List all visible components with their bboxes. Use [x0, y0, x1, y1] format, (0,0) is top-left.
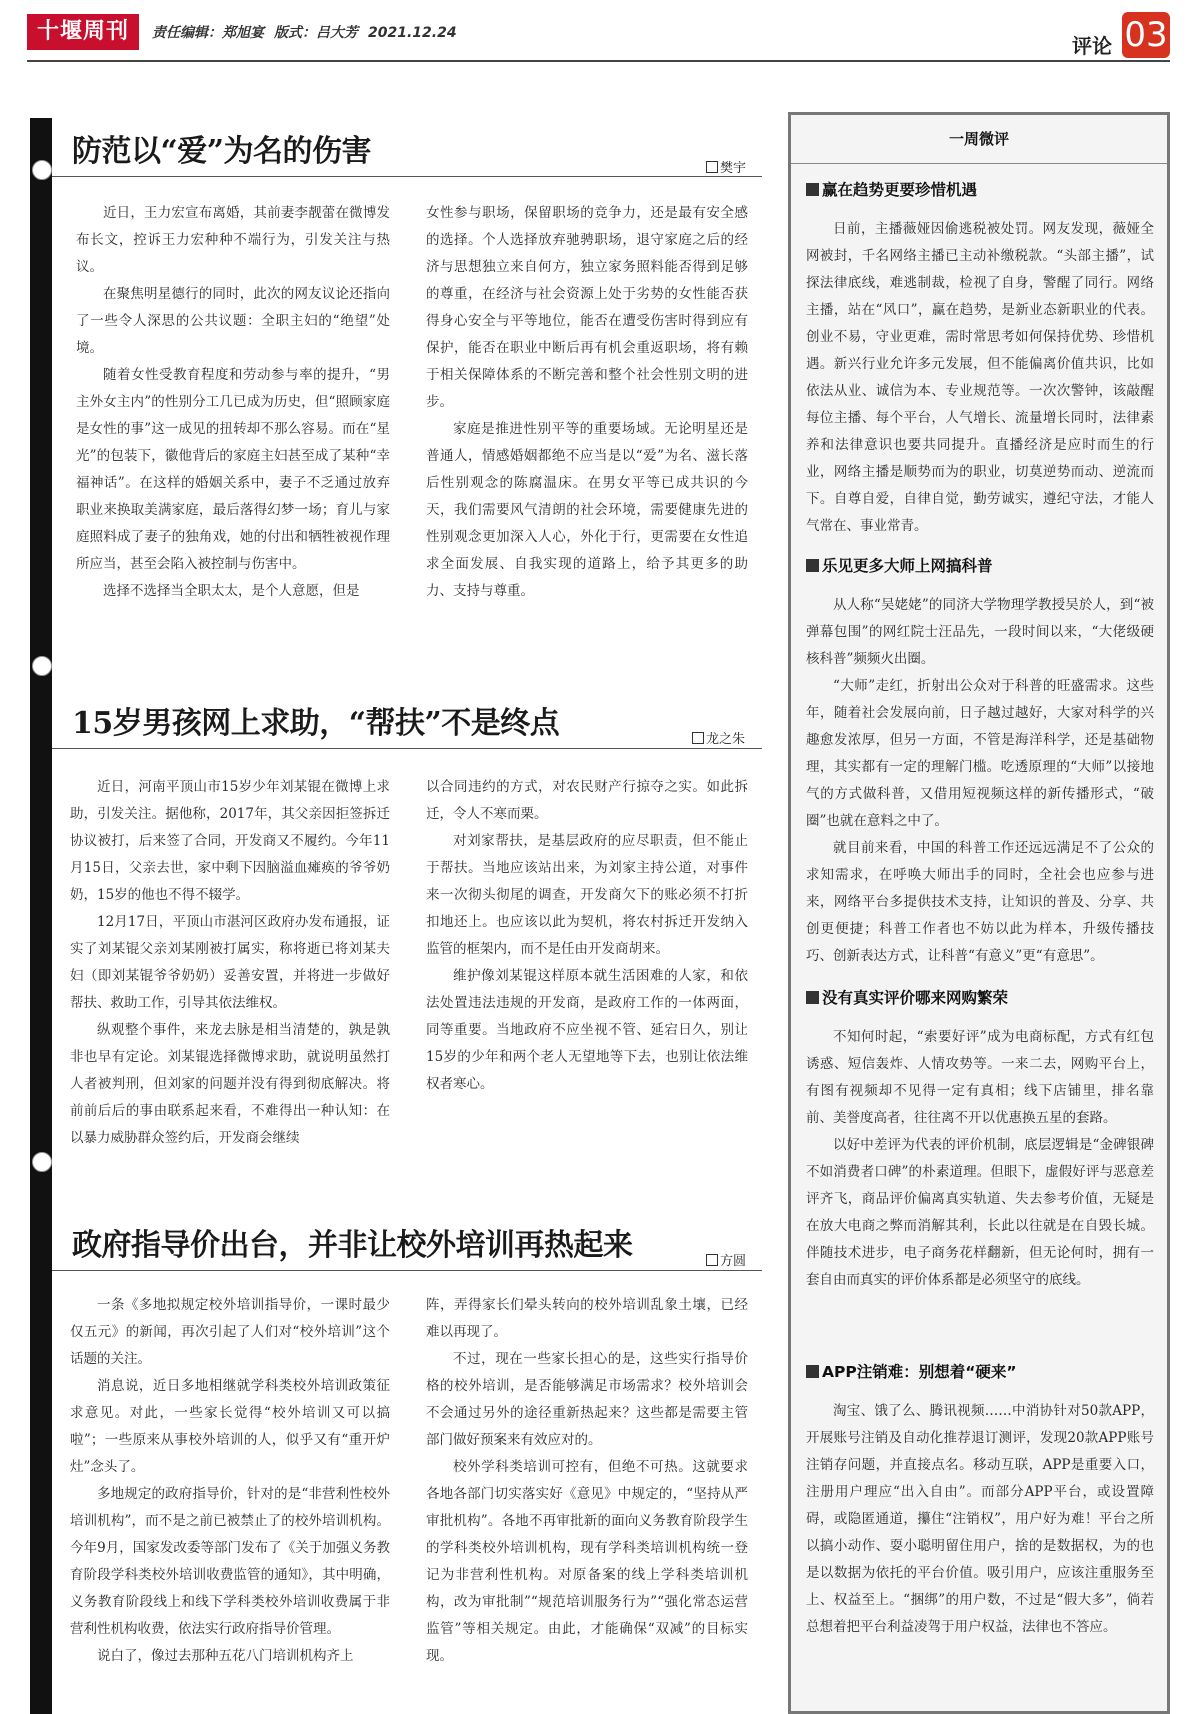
paragraph: 多地规定的政府指导价，针对的是“非营利性校外培训机构”，而不是之前已被禁止了的校外培训机构。今年9月，国家发改委等部门发布了《关于加强义务教育阶段学科类校外培训收费监管的通知》，其中明确，义务教育阶段线上和线下学科类校外培训收费属于非营利性机构收费，依法实行政府指导价管理。 [70, 1486, 390, 1637]
article-title: 15岁男孩网上求助，“帮扶”不是终点 [72, 706, 560, 741]
paragraph: 随着女性受教育程度和劳动参与率的提升，“男主外女主内”的性别分工几已成为历史，但“照顾家庭是女性的事”这一成见的扭转却不那么容易。而在“星光”的包装下，徽他背后的家庭主妇甚至成了某种“幸福神话”。在这样的婚姻关系中，妻子不乏通过放弃职业来换取美满家庭，最后落得幻梦一场；育儿与家庭照料成了妻子的独角戏，她的付出和牺牲被视作理所应当，甚至会陷入被控制与伤害中。 [76, 367, 390, 572]
masthead-rule [27, 60, 1170, 62]
paragraph: 阵，弄得家长们晕头转向的校外培训乱象土壤，已经难以再现了。 [426, 1297, 748, 1340]
paragraph: 以合同违约的方式，对农民财产行掠夺之实。如此拆迁，令人不寒而栗。 [426, 779, 748, 822]
paragraph: 一条《多地拟规定校外培训指导价，一课时最少仅五元》的新闻，再次引起了人们对“校外培训”这个话题的关注。 [70, 1297, 390, 1367]
masthead-logo: 十堰周刊 [27, 14, 139, 50]
sidebar-heading-text: APP注销难：别想着“硬来” [822, 1363, 1017, 1381]
sidebar-heading-text: 乐见更多大师上网搞科普 [822, 557, 993, 575]
article-author: 龙之朱 [706, 732, 746, 747]
page-number: 03 [1122, 12, 1170, 58]
paragraph: 在聚焦明星德行的同时，此次的网友议论还指向了一些令人深思的公共议题：全职主妇的“绝望”处境。 [76, 286, 390, 356]
paragraph: 纵观整个事件，来龙去脉是相当清楚的，孰是孰非也早有定论。刘某锟选择微博求助，就说明虽然打人者被判刑，但刘家的问题并没有得到彻底解决。将前前后后的事由联系起来看，不难得出一种认知：在以暴力威胁群众签约后，开发商会继续 [70, 1022, 390, 1146]
paragraph: 淘宝、饿了么、腾讯视频……中消协针对50款APP，开展账号注销及自动化推荐退订测评，发现20款APP账号注销存问题，并直接点名。移动互联，APP是重要入口，注册用户理应“出入自由”。而部分APP平台，或设置障碍，或隐匿通道，攥住“注销权”，用户好为难！平台之所以搞小动作、耍小聪明留住用户，捨的是数据权，为的也是以数据为依托的平台价值。吸引用户，应该注重服务至上、权益至上。“捆绑”的用户数，不过是“假大多”，倘若总想着把平台利益凌驾于用户权益，法律也不答应。 [806, 1403, 1154, 1635]
article-author: 方圆 [720, 1254, 747, 1269]
article-rule [52, 1270, 762, 1271]
paragraph: 维护像刘某锟这样原本就生活困难的人家，和依法处置违法违规的开发商，是政府工作的一体两面，同等重要。当地政府不应坐视不管、延宕日久，别让15岁的少年和两个老人无望地等下去，也别让依法维权者寒心。 [426, 968, 748, 1092]
layout-credit: 版式：吕大芳 [274, 25, 358, 41]
bar-hole-icon [32, 160, 52, 180]
paragraph: 说白了，像过去那种五花八门培训机构齐上 [97, 1648, 354, 1664]
left-side-bar [30, 118, 52, 1714]
sidebar-item-body [806, 1024, 1154, 1294]
paragraph: 以好中差评为代表的评价机制，底层逻辑是“金碑银碑不如消费者口碑”的朴素道理。但眼下，虚假好评与恶意差评齐飞，商品评价偏离真实轨道、失去参考价值，无疑是在放大电商之弊而消解其利，长此以往就是在自毁长城。伴随技术进步，电子商务花样翻新，但无论何时，拥有一套自由而真实的评价体系都是必须坚守的底线。 [806, 1137, 1154, 1288]
paragraph: 校外学科类培训可控有，但绝不可热。这就要求各地各部门切实落实好《意见》中规定的，“坚持从严审批机构”。各地不再审批新的面向义务教育阶段学生的学科类校外培训机构，现有学科类培训机构统一登记为非营利性机构。对原备案的线上学科类培训机构，改为审批制”“规范培训服务行为”“强化常态运营监管”等相关规定。由此，才能确保“双减”的目标实现。 [426, 1459, 748, 1664]
sidebar-item-body [806, 592, 1154, 970]
paragraph: 从人称“吴姥姥”的同济大学物理学教授吴於人，到“被弹幕包围”的网红院士汪品先，一段时间以来，“大佬级硬核科普”频频火出圈。 [806, 597, 1154, 667]
square-bullet-icon [806, 1365, 819, 1378]
article-column [70, 1292, 390, 1670]
article-column [426, 200, 748, 605]
article-title: 政府指导价出台，并非让校外培训再热起来 [72, 1228, 633, 1263]
section-label: 评论 [1072, 34, 1112, 58]
article-column [426, 1292, 748, 1670]
article-column [76, 200, 390, 605]
sidebar-heading-text: 没有真实评价哪来网购繁荣 [822, 989, 1009, 1007]
sidebar-heading [806, 1360, 1017, 1382]
article-rule [52, 748, 762, 749]
article-title: 防范以“爱”为名的伤害 [72, 134, 372, 169]
paragraph: 不过，现在一些家长担心的是，这些实行指导价格的校外培训，是否能够满足市场需求？校外培训会不会通过另外的途径重新热起来？这些都是需要主管部门做好预案来有效应对的。 [426, 1351, 748, 1448]
square-bullet-icon [806, 183, 819, 196]
sidebar-heading-text: 赢在趋势更要珍惜机遇 [822, 181, 978, 199]
square-bullet-icon [806, 559, 819, 572]
sidebar-title: 一周微评 [791, 115, 1167, 164]
article-column [70, 774, 390, 1152]
paragraph: 近日，王力宏宣布离婚，其前妻李靓蕾在微博发布长文，控诉王力宏种种不端行为，引发关注与热议。 [76, 205, 390, 275]
sidebar-heading [806, 986, 1008, 1008]
article-rule [52, 176, 762, 177]
paragraph: 消息说，近日多地相继就学科类校外培训政策征求意见。对此，一些家长觉得“校外培训又可以搞啦”；一些原来从事校外培训的人，似乎又有“重开炉灶”念头了。 [70, 1378, 390, 1475]
sidebar-heading [806, 178, 977, 200]
sidebar-item-body [806, 216, 1154, 540]
paragraph: 近日，河南平顶山市15岁少年刘某锟在微博上求助，引发关注。据他称，2017年，其父亲因拒签拆迁协议被打，后来签了合同，开发商又不履约。今年11月15日，父亲去世，家中剩下因脑溢血瘫痪的爷爷奶奶，15岁的他也不得不辍学。 [70, 779, 390, 903]
paragraph: 就目前来看，中国的科普工作还远远满足不了公众的求知需求，在呼唤大师出手的同时，全社会也应参与进来，网络平台多提供技术支持，让知识的普及、分享、共创更便捷；科普工作者也不妨以此为样本，升级传播技巧、创新表达方式，让科普“有意义”更“有意思”。 [806, 840, 1154, 964]
bar-hole-icon [32, 656, 52, 676]
article-byline [706, 1250, 746, 1269]
article-column [426, 774, 748, 1098]
sidebar-item-body [806, 1398, 1154, 1641]
sidebar-heading [806, 554, 993, 576]
paragraph: 不知何时起，“索要好评”成为电商标配，方式有红包诱惑、短信轰炸、人情攻势等。一来二去，网购平台上，有图有视频却不见得一定有真相；线下店铺里，排名靠前、美誉度高者，往往离不开以优惠换五星的套路。 [806, 1029, 1154, 1126]
paragraph: “大师”走红，折射出公众对于科普的旺盛需求。这些年，随着社会发展向前，日子越过越好，大家对科学的兴趣愈发浓厚，但另一方面，不管是海洋科学，还是基础物理，其实都有一定的理解门槛。吃透原理的“大师”以接地气的方式做科普，又借用短视频这样的新传播形式，“破圈”也就在意料之中了。 [806, 678, 1154, 829]
paragraph: 12月17日，平顶山市湛河区政府办发布通报，证实了刘某锟父亲刘某刚被打属实，称将逝已将刘某夫妇（即刘某锟爷爷奶奶）妥善安置，并将进一步做好帮扶、救助工作，引导其依法维权。 [70, 914, 390, 1011]
masthead-meta [152, 22, 467, 42]
paragraph: 日前，主播薇娅因偷逃税被处罚。网友发现，薇娅全网被封，千名网络主播已主动补缴税款。“头部主播”，试探法律底线，难逃制裁，检视了自身，警醒了同行。网络主播，站在“风口”，赢在趋势，是新业态新职业的代表。创业不易，守业更难，需时常思考如何保持优势、珍惜机遇。新兴行业允许多元发展，但不能偏离价值共识，比如依法从业、诚信为本、专业规范等。一次次警钟，该敲醒每位主播、每个平台，人气增长、流量增长同时，法律素养和法律意识也要共同提升。直播经济是应时而生的行业，网络主播是顺势而为的职业，切莫逆势而动、逆流而下。自尊自爱，自律自觉，勤劳诚实，遵纪守法，才能人气常在、事业常青。 [806, 221, 1154, 534]
paragraph: 选择不选择当全职太太，是个人意愿，但是 [103, 583, 360, 599]
bar-hole-icon [32, 1152, 52, 1172]
paragraph: 女性参与职场，保留职场的竞争力，还是最有安全感的选择。个人选择放弃驰骋职场，退守家庭之后的经济与思想独立来自何方，独立家务照料能否得到足够的尊重，在经济与社会资源上处于劣势的女性能否获得身心安全与平等地位，能否在遭受伤害时得到应有保护，能否在职业中断后再有机会重返职场，将有赖于相关保障体系的不断完善和整个社会性别文明的进步。 [426, 205, 748, 410]
paragraph: 家庭是推进性别平等的重要场域。无论明星还是普通人，情感婚姻都绝不应当是以“爱”为名、滋长落后性别观念的陈腐温床。在男女平等已成共识的今天，我们需要风气清朗的社会环境，需要健康先进的性别观念更加深入人心，外化于行，更需要在女性追求全面发展、自我实现的道路上，给予其更多的助力、支持与尊重。 [426, 421, 748, 599]
article-byline [692, 728, 745, 747]
issue-date: 2021.12.24 [368, 25, 457, 41]
editor-credit: 责任编辑：郑旭宴 [152, 25, 264, 41]
paragraph: 对刘家帮扶，是基层政府的应尽职责，但不能止于帮扶。当地应该站出来，为刘家主持公道，对事件来一次彻头彻尾的调查，开发商欠下的账必须不打折扣地还上。也应该以此为契机，将农村拆迁开发纳入监管的框架内，而不是任由开发商胡来。 [426, 833, 748, 957]
article-author: 樊宇 [720, 161, 747, 176]
article-byline [706, 157, 746, 176]
square-bullet-icon [806, 991, 819, 1004]
